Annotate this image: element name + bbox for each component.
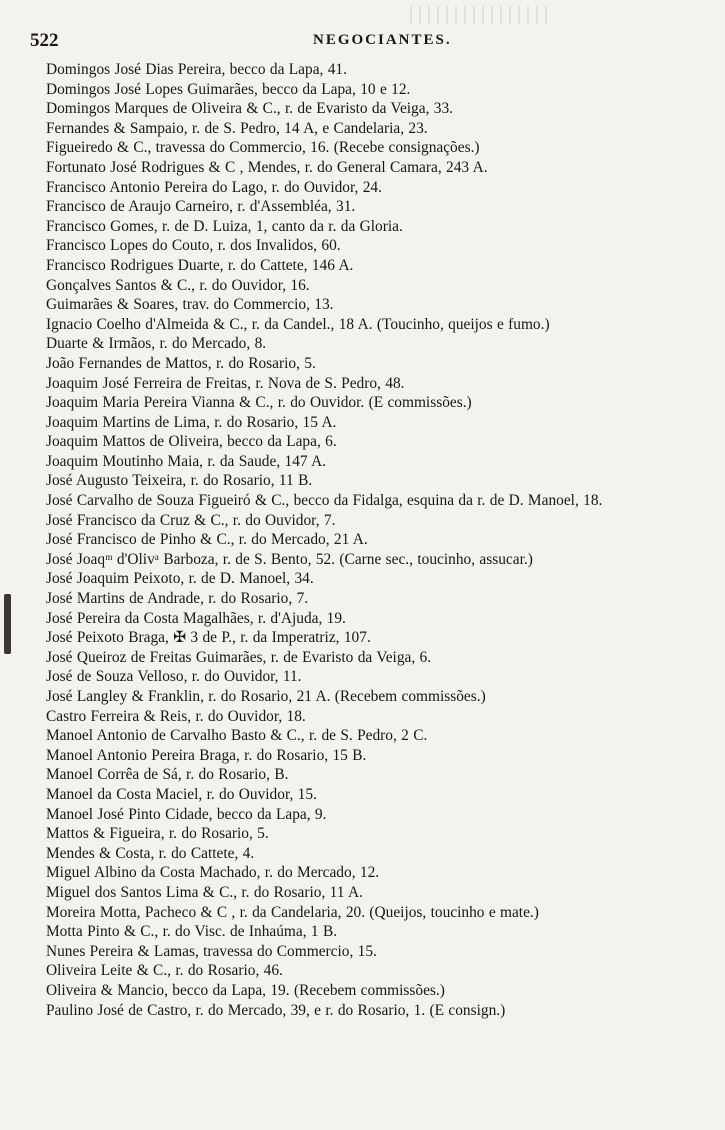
list-item: Miguel dos Santos Lima & C., r. do Rosario, 11 A. [46,883,363,901]
list-item: Domingos José Lopes Guimarães, becco da Lapa, 10 e 12. [46,80,411,98]
list-item: José Langley & Franklin, r. do Rosario, 21 A. (Recebem commissões.) [46,688,486,705]
list-item: Joaquim Moutinho Maia, r. da Saude, 147 A. [46,452,327,470]
list-item: Francisco de Araujo Carneiro, r. d'Assembléa, 31. [46,198,356,216]
list-item: João Fernandes de Mattos, r. do Rosario, 5. [46,354,316,372]
list-item: José Pereira da Costa Magalhães, r. d'Ajuda, 19. [46,609,346,627]
list-item: Nunes Pereira & Lamas, travessa do Commercio, 15. [46,942,377,960]
list-item: Francisco Lopes do Couto, r. dos Invalidos, 60. [46,237,341,255]
list-item: José Joaquim Peixoto, r. de D. Manoel, 34. [46,570,314,588]
list-item: Miguel Albino da Costa Machado, r. do Mercado, 12. [46,864,380,882]
list-item: Manoel Corrêa de Sá, r. do Rosario, B. [46,766,289,784]
list-item: Manoel Antonio de Carvalho Basto & C., r. de S. Pedro, 2 C. [46,727,428,745]
list-item: Joaquim Mattos de Oliveira, becco da Lapa, 6. [46,433,337,451]
bleed-through-mark [410,6,550,24]
page-number: 522 [30,30,59,51]
list-item: José Carvalho de Souza Figueiró & C., becco da Fidalga, esquina da r. de D. Manoel, 18. [46,492,603,510]
list-item: Figueiredo & C., travessa do Commercio, 16. (Recebe consignações.) [46,139,480,157]
list-item: Motta Pinto & C., r. do Visc. de Inhaúma, 1 B. [46,923,338,941]
list-item: Fernandes & Sampaio, r. de S. Pedro, 14 A, e Candelaria, 23. [46,119,428,137]
list-item: Francisco Rodrigues Duarte, r. do Cattete, 146 A. [46,256,354,274]
list-item: Manoel Antonio Pereira Braga, r. do Rosario, 15 B. [46,746,367,764]
list-item: José de Souza Velloso, r. do Ouvidor, 11. [46,668,302,686]
list-item: Mattos & Figueira, r. do Rosario, 5. [46,825,269,843]
list-item: José Joaqᵐ d'Olivᵃ Barboza, r. de S. Bento, 52. (Carne sec., toucinho, assucar.) [46,550,533,568]
list-item: Mendes & Costa, r. do Cattete, 4. [46,844,255,862]
list-item: Joaquim José Ferreira de Freitas, r. Nova de S. Pedro, 48. [46,374,405,392]
running-title: NEGOCIANTES. [313,32,452,48]
list-item: Oliveira Leite & C., r. do Rosario, 46. [46,962,283,980]
list-item: Joaquim Martins de Lima, r. do Rosario, 15 A. [46,413,337,431]
list-item: Duarte & Irmãos, r. do Mercado, 8. [46,335,267,353]
list-item: Francisco Gomes, r. de D. Luiza, 1, canto da r. da Gloria. [46,217,403,235]
list-item: Oliveira & Mancio, becco da Lapa, 19. (Recebem commissões.) [46,981,445,999]
page-edge-mark [4,594,11,654]
list-item: Manoel da Costa Maciel, r. do Ouvidor, 15. [46,785,317,803]
list-item: José Augusto Teixeira, r. do Rosario, 11 B. [46,472,313,490]
list-item: Francisco Antonio Pereira do Lago, r. do Ouvidor, 24. [46,178,382,196]
list-item: Paulino José de Castro, r. do Mercado, 39, e r. do Rosario, 1. (E consign.) [46,1001,506,1019]
list-item: José Peixoto Braga, ✠ 3 de P., r. da Imperatriz, 107. [46,629,371,647]
list-item: Guimarães & Soares, trav. do Commercio, 13. [46,296,334,314]
list-item: Joaquim Maria Pereira Vianna & C., r. do Ouvidor. (E commissões.) [46,394,472,412]
page-header [30,30,690,52]
list-item: José Francisco de Pinho & C., r. do Mercado, 21 A. [46,531,368,549]
list-item: Gonçalves Santos & C., r. do Ouvidor, 16. [46,276,310,294]
list-item: Castro Ferreira & Reis, r. do Ouvidor, 18. [46,707,306,725]
list-item: Fortunato José Rodrigues & C , Mendes, r. do General Camara, 243 A. [46,158,488,176]
list-item: Domingos José Dias Pereira, becco da Lapa, 41. [46,61,347,78]
list-item: José Queiroz de Freitas Guimarães, r. de Evaristo da Veiga, 6. [46,648,432,666]
list-item: Domingos Marques de Oliveira & C., r. de Evaristo da Veiga, 33. [46,100,454,118]
list-item: Ignacio Coelho d'Almeida & C., r. da Candel., 18 A. (Toucinho, queijos e fumo.) [46,315,550,333]
list-item: José Francisco da Cruz & C., r. do Ouvidor, 7. [46,511,336,529]
list-item: Moreira Motta, Pacheco & C , r. da Candelaria, 20. (Queijos, toucinho e mate.) [46,903,539,921]
list-item: José Martins de Andrade, r. do Rosario, 7. [46,590,309,608]
list-item: Manoel José Pinto Cidade, becco da Lapa, 9. [46,805,327,823]
merchant-list [46,60,681,1020]
